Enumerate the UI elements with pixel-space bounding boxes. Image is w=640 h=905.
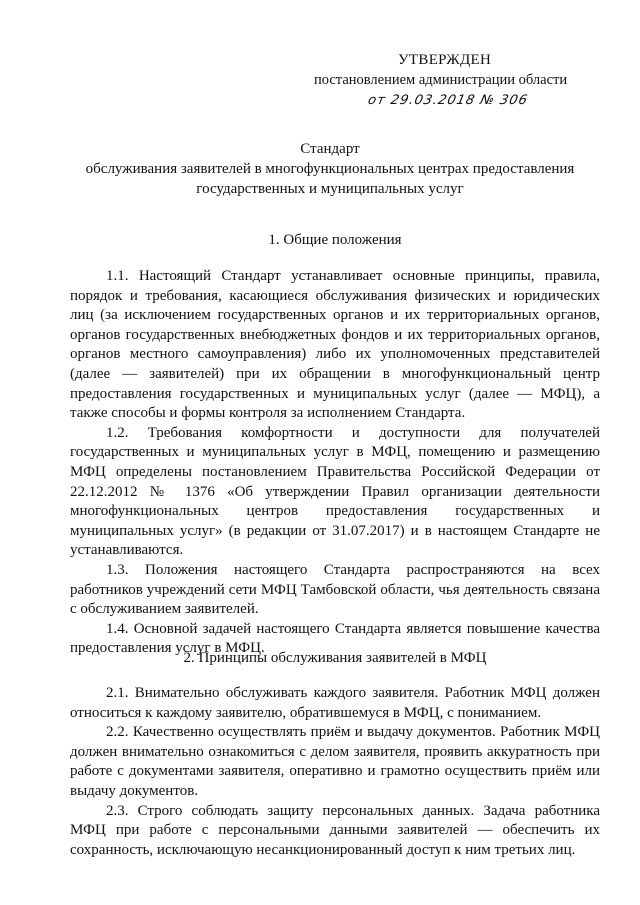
paragraph-2-1: 2.1. Внимательно обслуживать каждого заявителя. Работник МФЦ должен относиться к каждому заявителю, обратившемуся в МФЦ, с пониманием. [70,685,600,721]
title-line-3: государственных и муниципальных услуг [196,181,464,197]
approval-heading: УТВЕРЖДЕН [398,52,492,68]
approval-block [300,50,600,111]
document-title [60,139,600,199]
title-line-1: Стандарт [300,141,360,157]
section-1-body [70,267,600,659]
paragraph-2-2: 2.2. Качественно осуществлять приём и выдачу документов. Работник МФЦ должен внимательно ознакомиться с делом заявителя, проявить аккуратность при работе с документами заявителя, оперативно и грамотно осуществить приём или выдачу документов. [70,724,600,799]
paragraph-1-1: 1.1. Настоящий Стандарт устанавливает основные принципы, правила, порядок и требования, касающиеся обслуживания физических и юридических лиц (за исключением государственных органов и их территориальных органов, органов государственных внебюджетных фондов и их территориальных органов, органов местного самоуправления) либо их уполномоченных представителей (далее — заявителей) при их обращении в многофункциональный центр предоставления государственных и муниципальных услуг (далее — МФЦ), а также способы и формы контроля за исполнением Стандарта. [70,268,600,422]
section-2-body [70,684,600,860]
section-1-heading: 1. Общие положения [268,232,402,248]
title-line-2: обслуживания заявителей в многофункциональных центрах предоставления [85,161,575,177]
approval-line: постановлением администрации области [314,72,568,88]
section-2-heading: 2. Принципы обслуживания заявителей в МФЦ [183,650,487,666]
paragraph-1-4: 1.4. Основной задачей настоящего Стандарта является повышение качества предоставления услуг в МФЦ. [70,620,600,657]
paragraph-2-3: 2.3. Строго соблюдать защиту персональных данных. Задача работника МФЦ при работе с персональными данными заявителей — обеспечить их сохранность, исключающую несанкционированный доступ к ним третьих лиц. [70,802,600,858]
paragraph-1-2: 1.2. Требования комфортности и доступности для получателей государственных и муниципальных услуг в МФЦ, помещению и размещению МФЦ определены постановлением Правительства Российской Федерации от 22.12.2012 № 1376 «Об утверждении Правил организации деятельности многофункциональных центров предоставления государственных и муниципальных услуг» (в редакции от 31.07.2017) и в настоящем Стандарте не устанавливаются. [70,424,600,559]
paragraph-1-3: 1.3. Положения настоящего Стандарта распространяются на всех работников учреждений сети МФЦ Тамбовской области, чья деятельность связана с обслуживанием заявителей. [70,561,600,618]
approval-signature: от 29.03.2018 № 306 [366,93,530,108]
